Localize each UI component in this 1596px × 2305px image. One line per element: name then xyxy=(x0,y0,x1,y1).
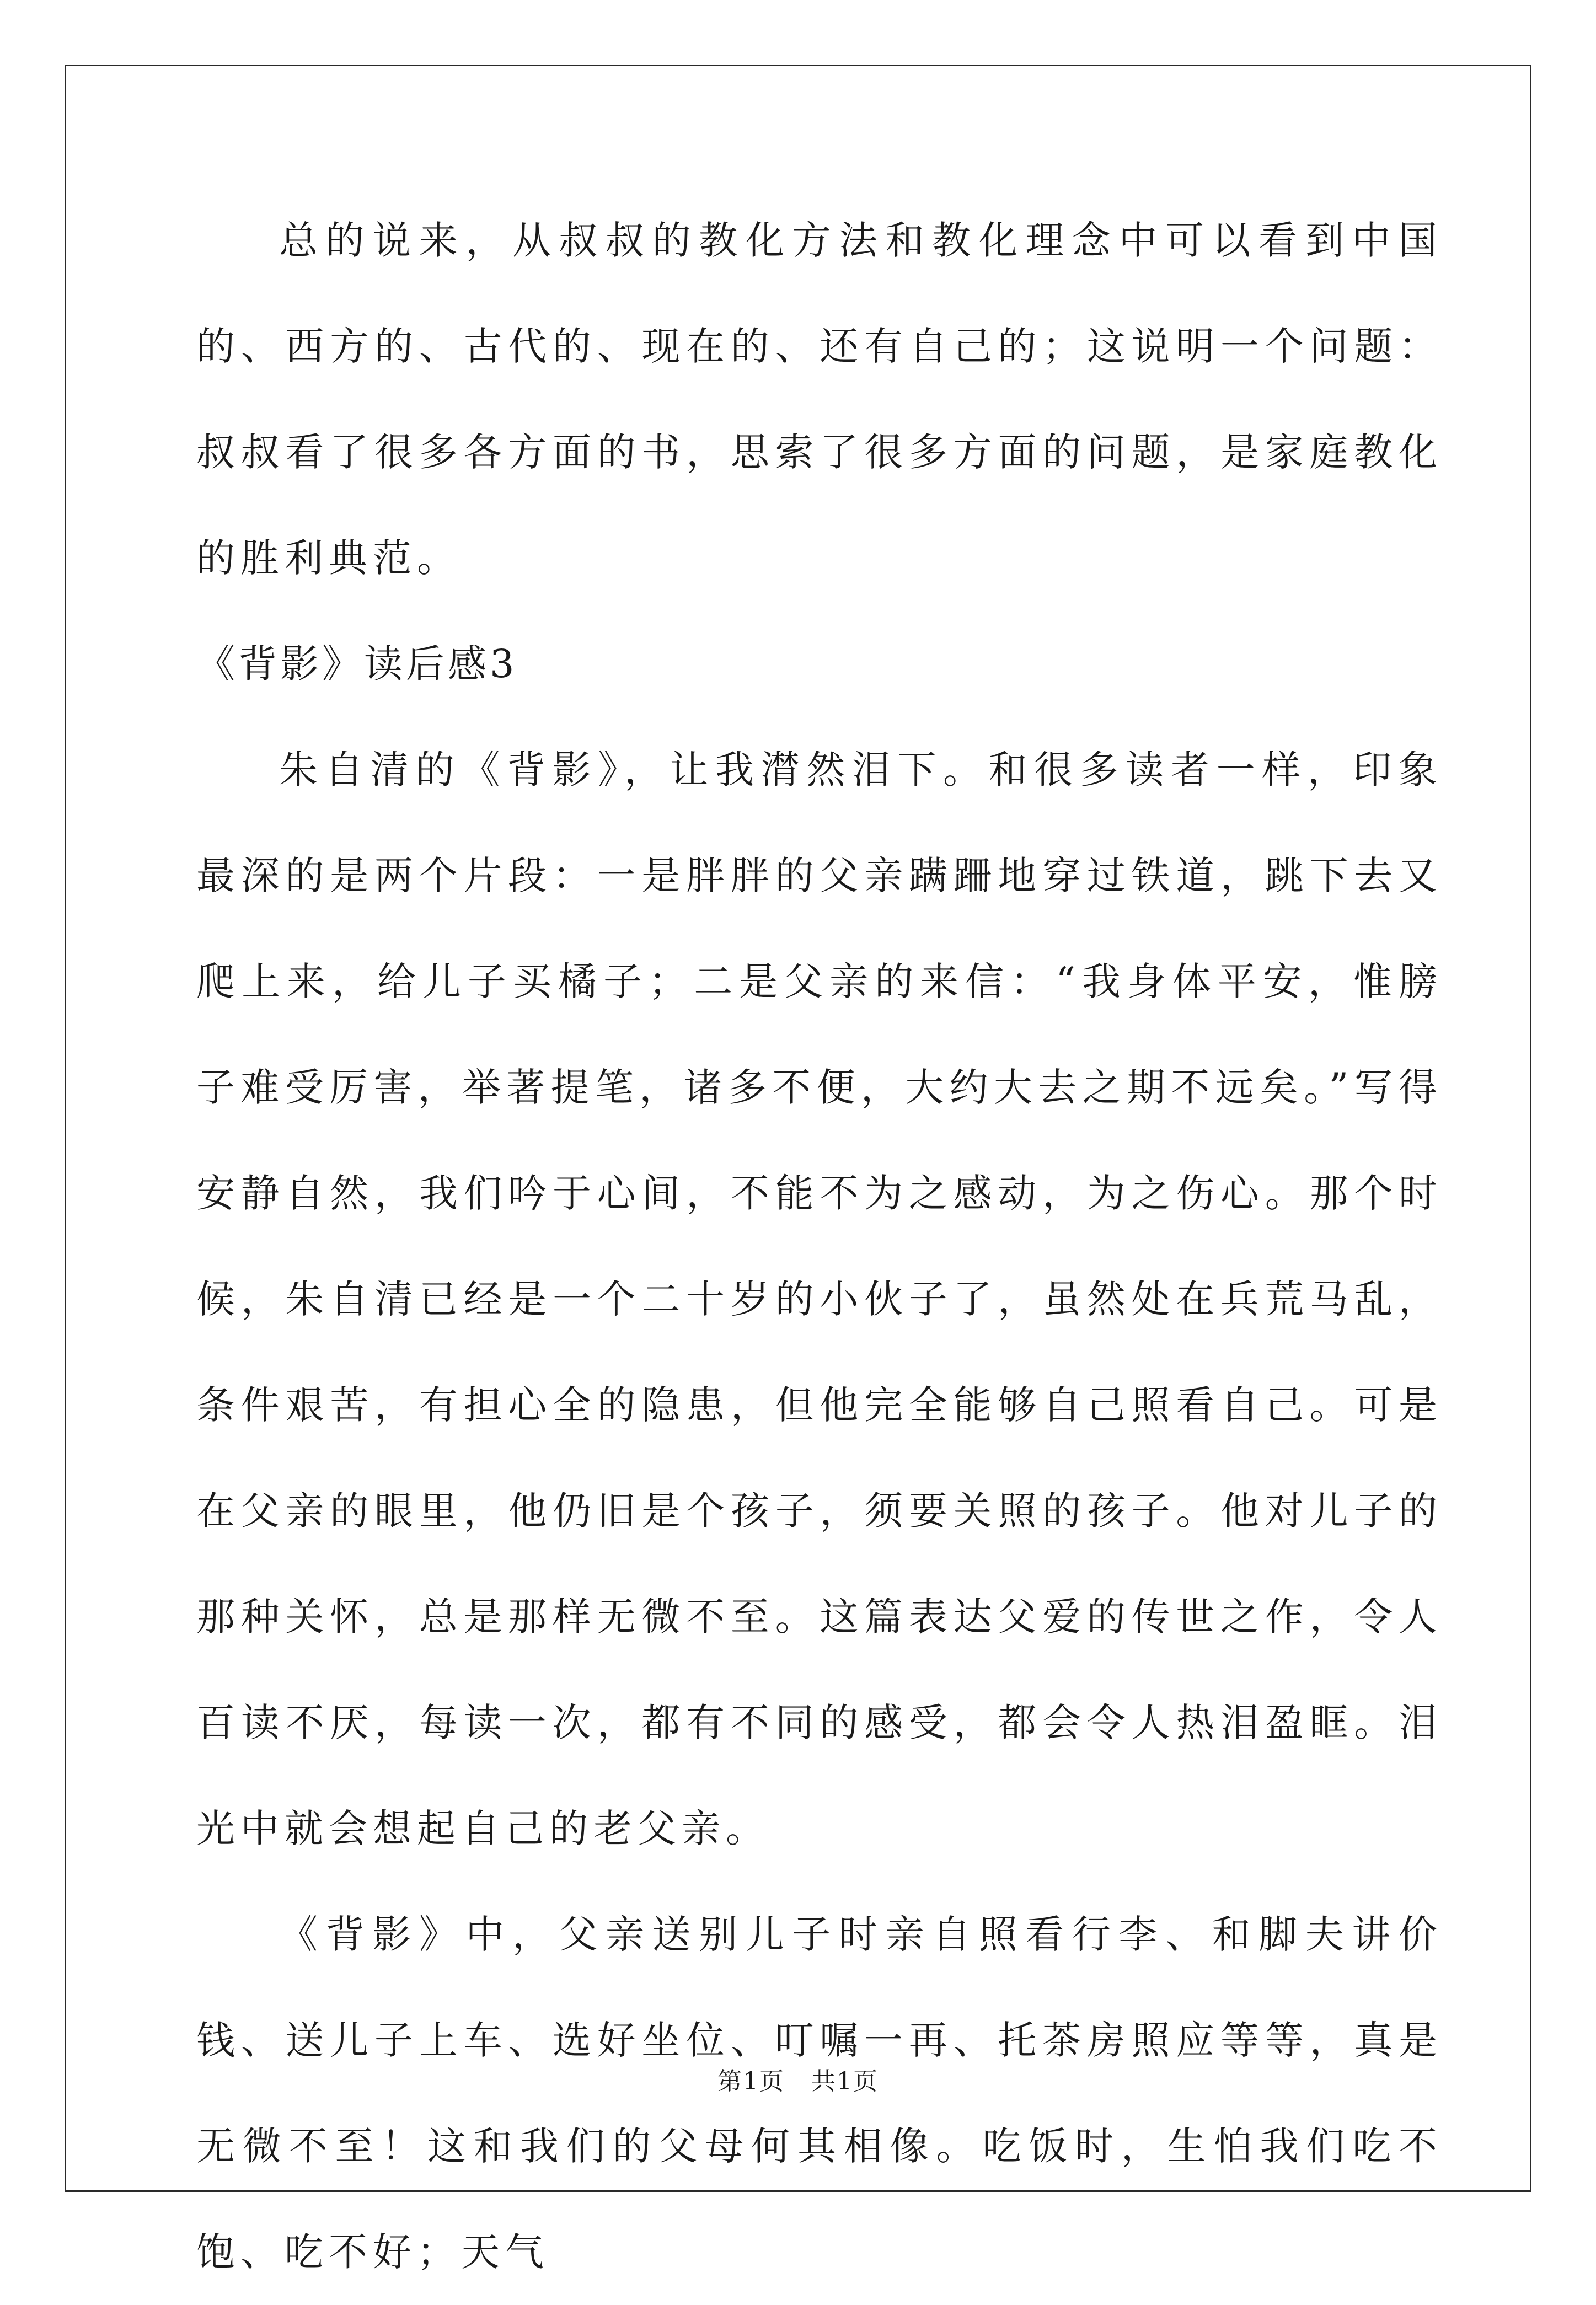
page-footer xyxy=(0,2065,1596,2098)
paragraph-uncle-education: 总的说来，从叔叔的教化方法和教化理念中可以看到中国的、西方的、古代的、现在的、还有自己的；这说明一个问题：叔叔看了很多各方面的书，思索了很多方面的问题，是家庭教化的胜利典范。 xyxy=(196,218,1443,581)
page-total: 共1页 xyxy=(811,2067,879,2095)
paragraph-father-farewell: 《背影》中，父亲送别儿子时亲自照看行李、和脚夫讲价钱、送儿子上车、选好坐位、叮嘱一再、托茶房照应等等，真是无微不至！这和我们的父母何其相像。吃饭时，生怕我们吃不饱、吃不好；天气 xyxy=(196,1912,1443,2275)
section-heading: 《背影》读后感3 xyxy=(196,641,518,687)
paragraph-beiying-reading: 朱自清的《背影》，让我潸然泪下。和很多读者一样，印象最深的是两个片段：一是胖胖的父亲蹒跚地穿过铁道，跳下去又爬上来，给儿子买橘子；二是父亲的来信：“我身体平安，惟膀子难受厉害，举著提笔，诸多不便，大约大去之期不远矣。”写得安静自然，我们吟于心间，不能不为之感动，为之伤心。那个时候，朱自清已经是一个二十岁的小伙子了，虽然处在兵荒马乱，条件艰苦，有担心全的隐患，但他完全能够自己照看自己。可是在父亲的眼里，他仍旧是个孩子，须要关照的孩子。他对儿子的那种关怀，总是那样无微不至。这篇表达父爱的传世之作，令人百读不厌，每读一次，都有不同的感受，都会令人热泪盈眶。泪光中就会想起自己的老父亲。 xyxy=(196,747,1443,1851)
page-number: 第1页 xyxy=(717,2067,785,2095)
document-body xyxy=(196,187,1443,2305)
